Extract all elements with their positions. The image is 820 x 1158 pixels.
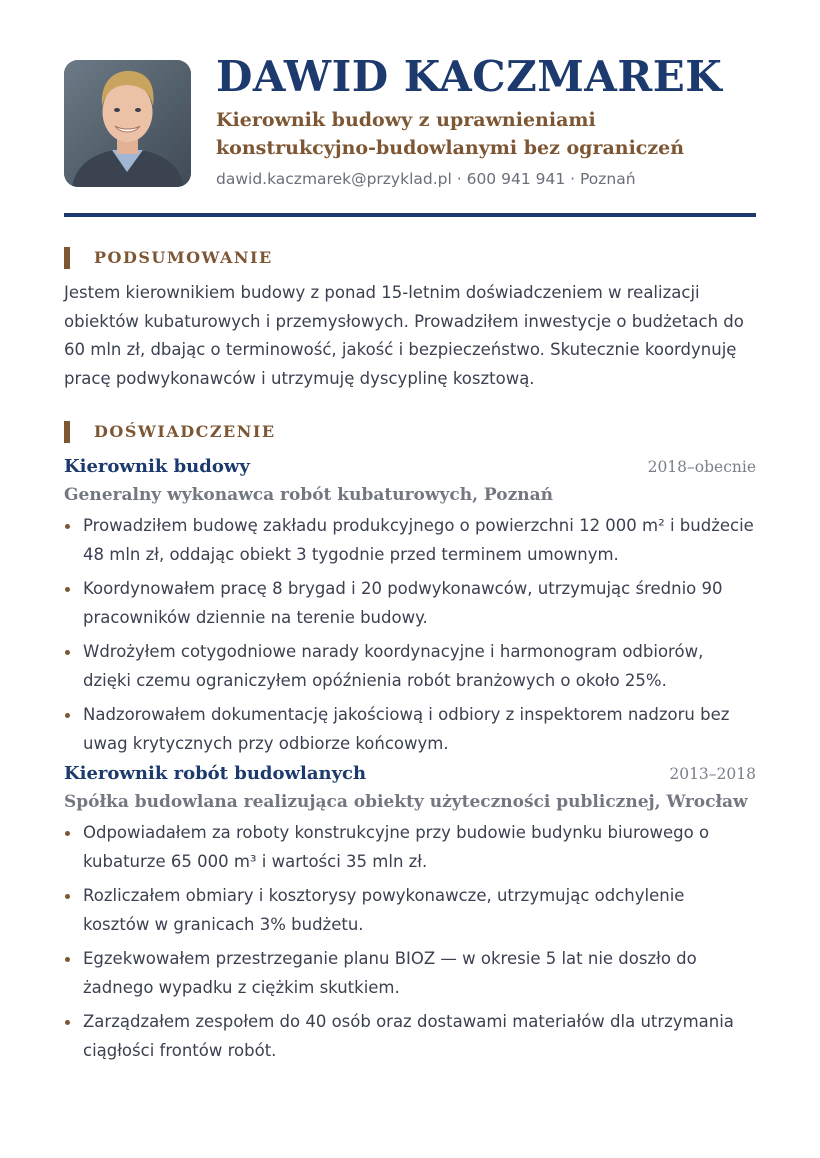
bullet-item: Koordynowałem pracę 8 brygad i 20 podwykonawców, utrzymując średnio 90 pracowników dziennie na terenie budowy. xyxy=(64,575,756,632)
bullet-item: Prowadziłem budowę zakładu produkcyjnego o powierzchni 12 000 m² i budżecie 48 mln zł, oddając obiekt 3 tygodnie przed terminem umownym. xyxy=(64,512,756,569)
job-bullets xyxy=(64,512,756,758)
job-header xyxy=(64,763,756,789)
bullet-item: Odpowiadałem za roboty konstrukcyjne przy budowie budynku biurowego o kubaturze 65 000 m³ i wartości 35 mln zł. xyxy=(64,819,756,876)
job-title: Kierownik robót budowlanych xyxy=(64,763,367,784)
job-company: Spółka budowlana realizująca obiekty użyteczności publicznej, Wrocław xyxy=(64,792,748,812)
candidate-role: Kierownik budowy z uprawnieniami konstrukcyjno-budowlanymi bez ograniczeń xyxy=(216,109,685,159)
job-entry xyxy=(64,456,756,764)
contact-line: dawid.kaczmarek@przyklad.pl · 600 941 941 · Poznań xyxy=(216,170,636,188)
header-divider xyxy=(64,213,756,217)
job-header xyxy=(64,456,756,482)
job-title: Kierownik budowy xyxy=(64,456,250,477)
candidate-name: DAWID KACZMAREK xyxy=(216,52,723,101)
bullet-item: Rozliczałem obmiary i kosztorysy powykonawcze, utrzymując odchylenie kosztów w granicach 3% budżetu. xyxy=(64,882,756,939)
portrait-photo-icon xyxy=(64,60,191,187)
job-dates: 2018–obecnie xyxy=(647,458,756,476)
experience-heading: DOŚWIADCZENIE xyxy=(64,421,276,443)
profile-photo xyxy=(64,60,191,187)
job-dates: 2013–2018 xyxy=(669,765,756,783)
bullet-item: Nadzorowałem dokumentację jakościową i odbiory z inspektorem nadzoru bez uwag krytycznych przy odbiorze końcowym. xyxy=(64,701,756,758)
job-bullets xyxy=(64,819,756,1065)
job-company: Generalny wykonawca robót kubaturowych, Poznań xyxy=(64,485,553,505)
summary-text: Jestem kierownikiem budowy z ponad 15-letnim doświadczeniem w realizacji obiektów kubaturowych i przemysłowych. Prowadziłem inwestycje o budżetach do 60 mln zł, dbając o terminowość, jakość i bezpieczeństwo. Skutecznie koordynuję pracę podwykonawców i utrzymuję dyscyplinę kosztową. xyxy=(64,283,744,388)
job-entry xyxy=(64,763,756,1071)
resume-header xyxy=(64,52,756,198)
summary-heading: PODSUMOWANIE xyxy=(64,247,273,269)
bullet-item: Egzekwowałem przestrzeganie planu BIOZ — w okresie 5 lat nie doszło do żadnego wypadku z ciężkim skutkiem. xyxy=(64,945,756,1002)
bullet-item: Wdrożyłem cotygodniowe narady koordynacyjne i harmonogram odbiorów, dzięki czemu ograniczyłem opóźnienia robót branżowych o około 25%. xyxy=(64,638,756,695)
bullet-item: Zarządzałem zespołem do 40 osób oraz dostawami materiałów dla utrzymania ciągłości frontów robót. xyxy=(64,1008,756,1065)
